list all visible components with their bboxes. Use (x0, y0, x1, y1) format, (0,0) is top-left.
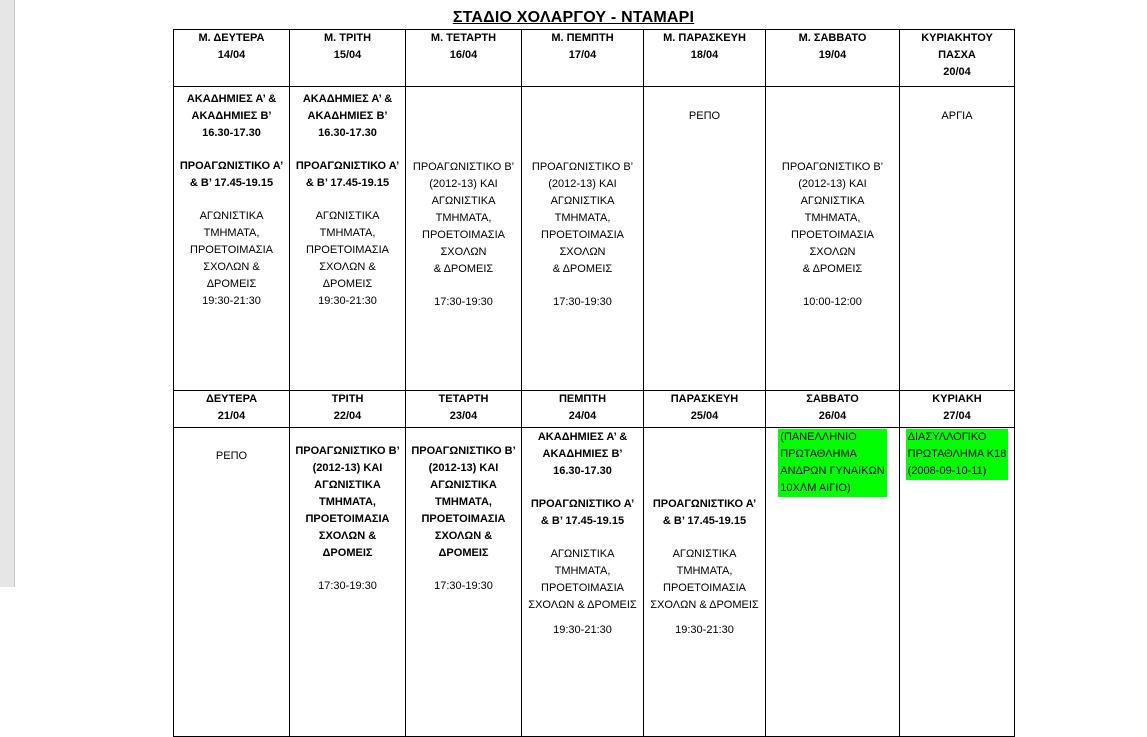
pre-competitive-group: ΠΡΟΑΓΩΝΙΣΤΙΚΟ Β’ (2012-13) ΚΑΙ ΑΓΩΝΙΣΤΙΚΑ ΤΜΗΜΑΤΑ, ΠΡΟΕΤΟΙΜΑΣΙΑ ΣΧΟΛΩΝ & ΔΡΟΜΕΙΣ (411, 445, 516, 559)
header-day-cell (522, 391, 644, 428)
pre-competitive-group: ΠΡΟΑΓΩΝΙΣΤΙΚΟ Β’ (2012-13) ΚΑΙ ΑΓΩΝΙΣΤΙΚΑ ΤΜΗΜΑΤΑ, ΠΡΟΕΤΟΙΜΑΣΙΑ ΣΧΟΛΩΝ & ΔΡΟΜΕΙΣ (531, 161, 634, 275)
header-day-cell (766, 391, 900, 428)
session-time: 19:30-21:30 (202, 295, 261, 307)
header-day: ΠΑΡΑΣΚΕΥΗ (670, 393, 739, 405)
schedule-cell (406, 428, 522, 737)
header-date: 18/04 (690, 49, 719, 61)
header-day-cell (290, 391, 406, 428)
header-day: Μ. ΤΡΙΤΗ (323, 32, 372, 44)
header-day: Μ. ΠΕΜΠΤΗ (551, 32, 614, 44)
header-day-cell (766, 30, 900, 87)
week1-header-row (174, 30, 1015, 87)
header-date: 23/04 (449, 410, 478, 422)
session-time: 19:30-21:30 (318, 295, 377, 307)
header-day: Μ. ΠΑΡΑΣΚΕΥΗ (663, 32, 746, 44)
session-time: 19:30-21:30 (675, 624, 734, 636)
session-time: 17:30-19:30 (434, 296, 493, 308)
header-day: Μ. ΣΑΒΒΑΤΟ (798, 32, 867, 44)
pre-competitive-group: ΠΡΟΑΓΩΝΙΣΤΙΚΟ Β’ (2012-13) ΚΑΙ ΑΓΩΝΙΣΤΙΚΑ ΤΜΗΜΑΤΑ, ΠΡΟΕΤΟΙΜΑΣΙΑ ΣΧΟΛΩΝ & ΔΡΟΜΕΙΣ (781, 161, 884, 275)
schedule-cell (766, 428, 900, 737)
schedule-cell (644, 428, 766, 737)
header-date: 20/04 (943, 66, 971, 78)
session-time: 17:30-19:30 (553, 296, 612, 308)
header-day-cell (406, 30, 522, 87)
header-day: Μ. ΤΕΤΑΡΤΗ (430, 32, 497, 44)
header-day-cell (174, 391, 290, 428)
competitive-group: ΑΓΩΝΙΣΤΙΚΑ ΤΜΗΜΑΤΑ, ΠΡΟΕΤΟΙΜΑΣΙΑ ΣΧΟΛΩΝ & ΔΡΟΜΕΙΣ (650, 548, 759, 611)
academies-group: ΑΚΑΔΗΜΙΕΣ Α’ & ΑΚΑΔΗΜΙΕΣ Β’ 16.30-17.30 (302, 93, 393, 139)
pre-competitive-group: ΠΡΟΑΓΩΝΙΣΤΙΚΟ Α’ & Β’ 17.45-19.15 (652, 498, 757, 527)
header-day-cell (900, 30, 1015, 87)
week2-body-row (174, 428, 1015, 737)
header-day: ΤΡΙΤΗ (331, 393, 364, 405)
schedule-cell (522, 428, 644, 737)
document-title: ΣΤΑΔΙΟ ΧΟΛΑΡΓΟΥ - ΝΤΑΜΑΡΙ (452, 9, 695, 26)
schedule-cell (290, 428, 406, 737)
competitive-group: ΑΓΩΝΙΣΤΙΚΑ ΤΜΗΜΑΤΑ, ΠΡΟΕΤΟΙΜΑΣΙΑ ΣΧΟΛΩΝ & ΔΡΟΜΕΙΣ (528, 548, 637, 611)
pre-competitive-group: ΠΡΟΑΓΩΝΙΣΤΙΚΟ Β’ (2012-13) ΚΑΙ ΑΓΩΝΙΣΤΙΚΑ ΤΜΗΜΑΤΑ, ΠΡΟΕΤΟΙΜΑΣΙΑ ΣΧΟΛΩΝ & ΔΡΟΜΕΙΣ (412, 161, 515, 275)
pre-competitive-group: ΠΡΟΑΓΩΝΙΣΤΙΚΟ Α’ & Β’ 17.45-19.15 (530, 498, 635, 527)
header-date: 21/04 (217, 410, 246, 422)
header-date: 19/04 (818, 49, 847, 61)
pre-competitive-group: ΠΡΟΑΓΩΝΙΣΤΙΚΟ Α’ & Β’ 17.45-19.15 (179, 160, 284, 189)
header-day-cell (406, 391, 522, 428)
pre-competitive-group: ΠΡΟΑΓΩΝΙΣΤΙΚΟ Α’ & Β’ 17.45-19.15 (295, 160, 400, 189)
header-day-cell (644, 391, 766, 428)
header-day-cell (644, 30, 766, 87)
header-day: ΤΕΤΑΡΤΗ (438, 393, 489, 405)
header-date: 24/04 (568, 410, 597, 422)
header-day-cell (522, 30, 644, 87)
pre-competitive-group: ΠΡΟΑΓΩΝΙΣΤΙΚΟ Β’ (2012-13) ΚΑΙ ΑΓΩΝΙΣΤΙΚΑ ΤΜΗΜΑΤΑ, ΠΡΟΕΤΟΙΜΑΣΙΑ ΣΧΟΛΩΝ & ΔΡΟΜΕΙΣ (295, 445, 400, 559)
header-date: 26/04 (818, 410, 847, 422)
schedule-cell (522, 87, 644, 391)
holiday-note: ΑΡΓΙΑ (941, 110, 973, 122)
rest-note: ΡΕΠΟ (688, 110, 721, 122)
week2-header-row (174, 391, 1015, 428)
schedule-cell (766, 87, 900, 391)
session-time: 19:30-21:30 (553, 624, 612, 636)
academies-group: ΑΚΑΔΗΜΙΕΣ Α’ & ΑΚΑΔΗΜΙΕΣ Β’ 16.30-17.30 (537, 431, 628, 477)
header-date: 27/04 (943, 410, 971, 422)
header-day: ΔΕΥΤΕΡΑ (205, 393, 258, 405)
session-time: 10:00-12:00 (803, 296, 862, 308)
interclub-highlight: ΔΙΑΣΥΛΛΟΓΙΚΟ ΠΡΩΤΑΘΛΗΜΑ Κ18 (2008-09-10-11) (906, 429, 1009, 480)
session-time: 17:30-19:30 (434, 580, 493, 592)
header-day: ΣΑΒΒΑΤΟ (806, 393, 859, 405)
header-day-cell (900, 391, 1015, 428)
header-day: ΠΕΜΠΤΗ (558, 393, 607, 405)
schedule-cell (900, 428, 1015, 737)
competitive-group: ΑΓΩΝΙΣΤΙΚΑ ΤΜΗΜΑΤΑ, ΠΡΟΕΤΟΙΜΑΣΙΑ ΣΧΟΛΩΝ & ΔΡΟΜΕΙΣ (306, 210, 389, 290)
header-date: 16/04 (449, 49, 478, 61)
session-time: 17:30-19:30 (318, 580, 377, 592)
header-day: ΚΥΡΙΑΚΗ (932, 393, 982, 405)
schedule-cell (406, 87, 522, 391)
schedule-cell (290, 87, 406, 391)
schedule-table (173, 29, 1015, 737)
week1-body-row (174, 87, 1015, 391)
header-date: 15/04 (333, 49, 362, 61)
rest-note: ΡΕΠΟ (215, 450, 248, 462)
schedule-cell (644, 87, 766, 391)
academies-group: ΑΚΑΔΗΜΙΕΣ Α’ & ΑΚΑΔΗΜΙΕΣ Β’ 16.30-17.30 (186, 93, 277, 139)
header-day: Μ. ΔΕΥΤΕΡΑ (198, 32, 265, 44)
header-date: 14/04 (217, 49, 246, 61)
schedule-cell (174, 428, 290, 737)
header-date: 22/04 (333, 410, 362, 422)
championship-highlight: (ΠΑΝΕΛΛΗΝΙΟ ΠΡΩΤΑΘΛΗΜΑ ΑΝΔΡΩΝ ΓΥΝΑΙΚΩΝ 10ΧΛΜ ΑΙΓΙΟ) (778, 429, 886, 497)
competitive-group: ΑΓΩΝΙΣΤΙΚΑ ΤΜΗΜΑΤΑ, ΠΡΟΕΤΟΙΜΑΣΙΑ ΣΧΟΛΩΝ & ΔΡΟΜΕΙΣ (190, 210, 273, 290)
schedule-cell (900, 87, 1015, 391)
schedule-cell (174, 87, 290, 391)
header-date: 17/04 (568, 49, 597, 61)
header-day-cell (290, 30, 406, 87)
header-date: 25/04 (690, 410, 719, 422)
header-day-cell (174, 30, 290, 87)
header-day: ΚΥΡΙΑΚΗΤΟΥ ΠΑΣΧΑ (921, 32, 993, 61)
left-gutter (0, 0, 15, 587)
